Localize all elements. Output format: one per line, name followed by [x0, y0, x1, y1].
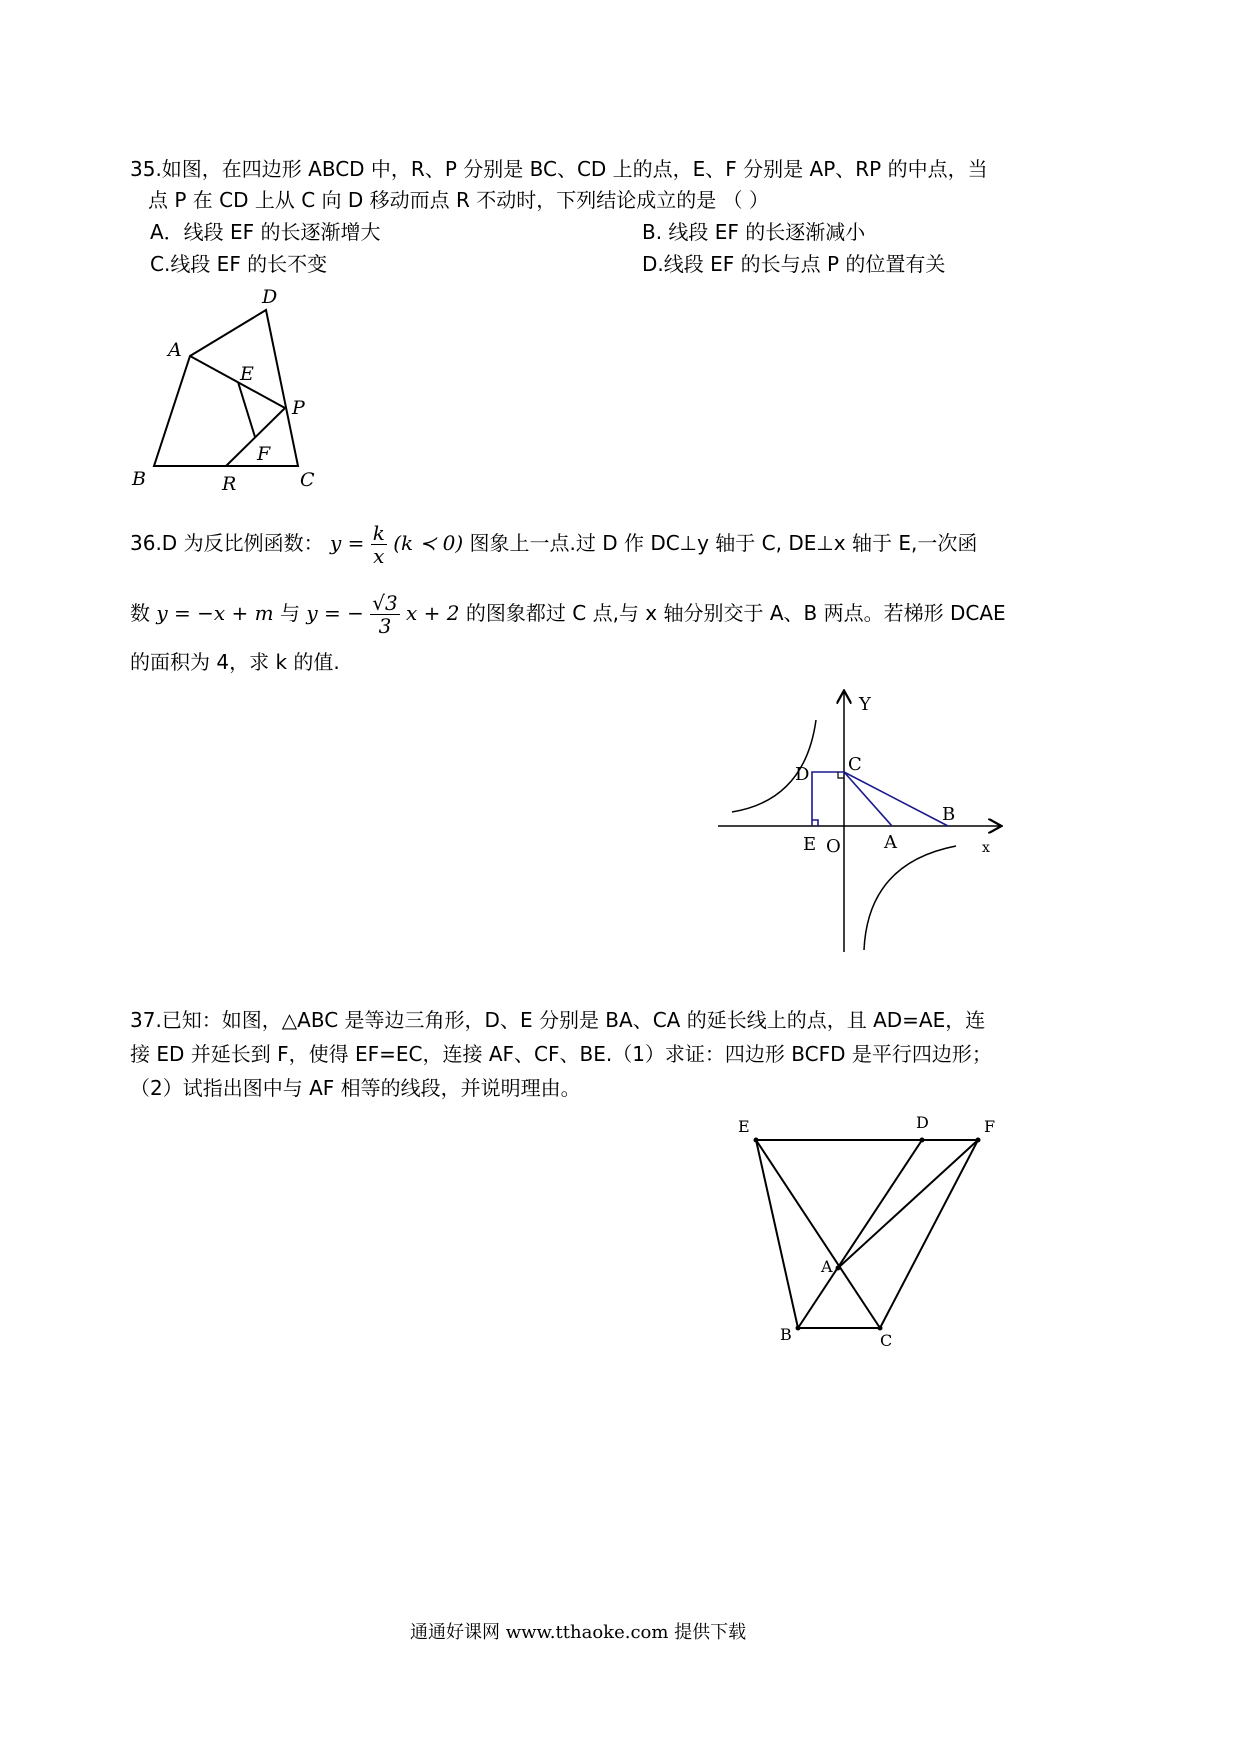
label-e: E: [738, 1117, 750, 1136]
label-c: C: [848, 754, 862, 775]
label-d: D: [795, 764, 810, 785]
q35-option-b: B. 线段 EF 的长逐渐减小: [642, 220, 866, 244]
q36-text-line3: 的面积为 4，求 k 的值.: [130, 650, 340, 674]
label-y-axis: Y: [859, 694, 871, 715]
point-d: [920, 1138, 925, 1143]
label-e: E: [803, 834, 817, 855]
q36-line2-a: 数: [130, 601, 150, 625]
q36-func-condition: (k ≺ 0): [393, 531, 464, 555]
q37-figure: [720, 1100, 1020, 1360]
point-e: [754, 1138, 759, 1143]
q36-line2-c: 的图象都过 C 点,与 x 轴分别交于 A、B 两点。若梯形 DCAE: [465, 601, 1006, 625]
q36-eq2-post: x + 2: [406, 601, 460, 625]
label-f: F: [984, 1117, 996, 1136]
segment-bd: [798, 1140, 922, 1328]
label-a: A: [821, 1257, 833, 1276]
point-c: [878, 1326, 883, 1331]
q35-figure: [120, 280, 340, 500]
q36-eq2-denominator: 3: [378, 614, 392, 638]
segment-eb: [756, 1140, 798, 1328]
q36-func-y: y =: [329, 531, 365, 555]
segment-cf: [880, 1140, 978, 1328]
label-b: B: [942, 804, 956, 825]
label-o: O: [826, 836, 841, 857]
q35-option-a: A．线段 EF 的长逐渐增大: [150, 220, 381, 244]
q37-text-line3: （2）试指出图中与 AF 相等的线段，并说明理由。: [130, 1076, 581, 1100]
q36-eq2-fraction: [370, 592, 399, 637]
perpendicular-lines-dec: [812, 772, 844, 826]
page-footer: 通通好课网 www.tthaoke.com 提供下载: [410, 1622, 747, 1643]
q35-option-c: C.线段 EF 的长不变: [150, 252, 328, 276]
point-b: [796, 1326, 801, 1331]
point-a: [836, 1266, 841, 1271]
q36-text-line1: [130, 521, 977, 567]
right-angle-mark-e: [812, 820, 818, 826]
label-a: A: [884, 832, 897, 853]
q36-eq2-pre: y = −: [306, 601, 364, 625]
q36-line2-b: 与: [279, 601, 300, 625]
q36-line1-b: 图象上一点.过 D 作 DC⊥y 轴于 C, DE⊥x 轴于 E,一次函: [469, 531, 978, 555]
label-f: F: [257, 443, 271, 465]
label-a: A: [168, 339, 182, 361]
right-angle-mark-c: [838, 772, 844, 778]
label-b: B: [780, 1325, 792, 1344]
line-cb: [844, 772, 948, 826]
segment-ec: [756, 1140, 880, 1328]
segment-rp: [226, 408, 285, 466]
label-b: B: [132, 468, 146, 490]
q36-line1-a: 36.D 为反比例函数：: [130, 531, 324, 555]
segment-ap: [190, 356, 285, 408]
q36-eq1: y = −x + m: [156, 601, 274, 625]
q36-eq2-numerator: √3: [372, 591, 398, 615]
label-d: D: [262, 286, 278, 308]
label-p: P: [292, 397, 305, 419]
quadrilateral-abcd: [154, 310, 298, 466]
q36-text-line2: [130, 591, 1006, 637]
label-c: C: [300, 469, 315, 491]
label-d: D: [916, 1113, 929, 1132]
q37-text-line2: 接 ED 并延长到 F，使得 EF=EC，连接 AF、CF、BE.（1）求证：四边形 BCFD 是平行四边形；: [130, 1042, 992, 1066]
q35-text-line1: 35.如图，在四边形 ABCD 中，R、P 分别是 BC、CD 上的点，E、F 分别是 AP、RP 的中点，当: [130, 157, 988, 181]
line-ca: [844, 772, 892, 826]
q35-option-d: D.线段 EF 的长与点 P 的位置有关: [642, 252, 946, 276]
label-e: E: [240, 363, 254, 385]
q36-func-denominator: x: [373, 544, 385, 568]
q37-text-line1: 37.已知：如图，△ABC 是等边三角形，D、E 分别是 BA、CA 的延长线上的点，且 AD=AE，连: [130, 1008, 986, 1032]
segment-af: [838, 1140, 978, 1268]
q36-func-fraction: [371, 522, 387, 567]
q35-text-line2: 点 P 在 CD 上从 C 向 D 移动而点 R 不动时，下列结论成立的是 （ ）: [148, 188, 769, 212]
point-f: [976, 1138, 981, 1143]
label-r: R: [222, 473, 237, 495]
label-c: C: [880, 1331, 893, 1350]
q36-figure: [710, 680, 1020, 960]
q36-func-numerator: k: [372, 521, 385, 545]
label-x-axis: x: [982, 840, 990, 856]
hyperbola-branch-lower-right: [864, 846, 956, 950]
